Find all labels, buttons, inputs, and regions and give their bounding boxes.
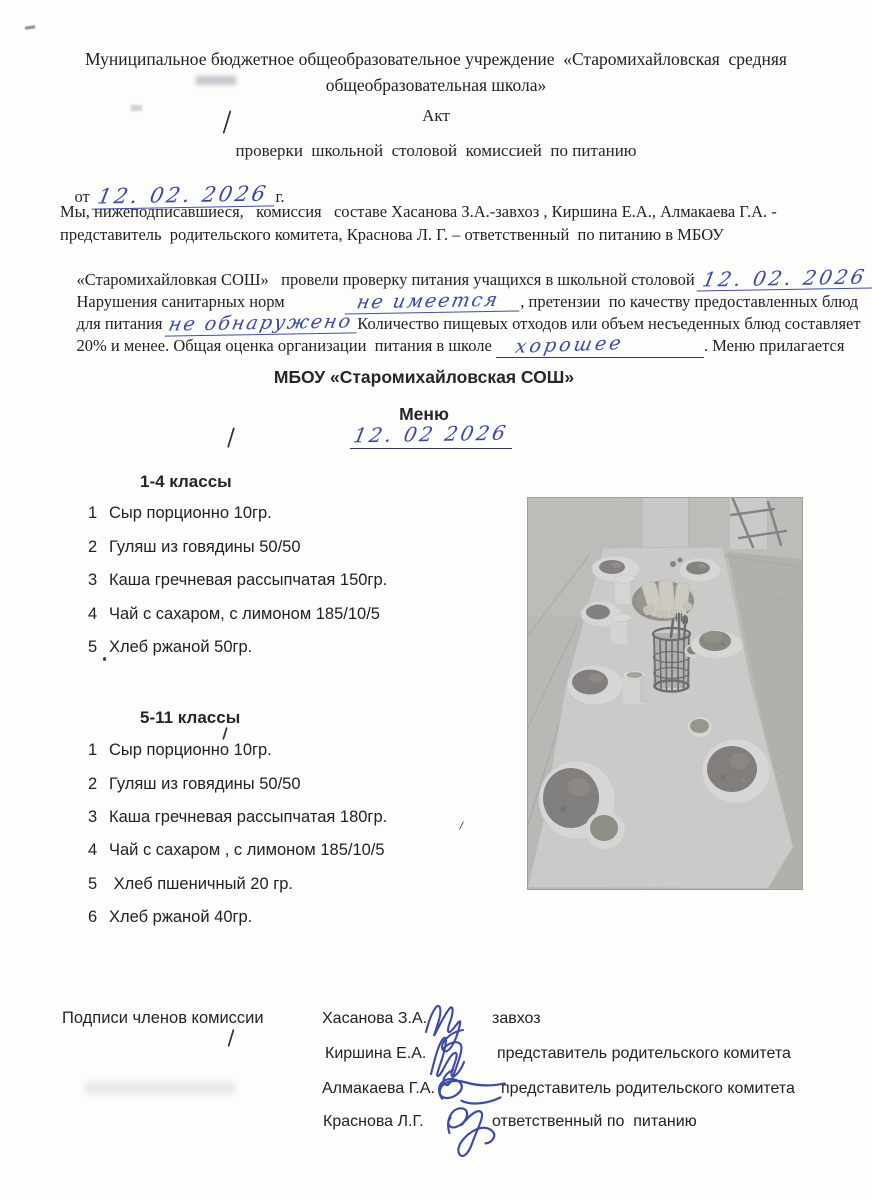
menu-item: 4 Чай с сахаром , с лимоном 185/10/5 — [88, 841, 385, 859]
menu-item: 1 Сыр порционно 10гр. — [88, 741, 272, 759]
scan-streak — [85, 1082, 235, 1094]
signature-role: ответственный по питанию — [492, 1113, 697, 1130]
signature-role: завхоз — [492, 1010, 541, 1027]
menu-item: 5 Хлеб ржаной 50гр. — [88, 638, 253, 656]
pen-dot — [103, 657, 106, 661]
signatures-label: Подписи членов комиссии — [62, 1009, 264, 1027]
handwritten-check-date: 12. 02. 2026 — [696, 266, 872, 291]
handwritten-menu-date: 12. 02 2026 — [351, 420, 511, 448]
act-paragraph-line: Мы, нижеподписавшиеся, комиссия составе Хасанова З.А.-завхоз , Киршина Е.А., Алмакаева Г.А. - — [60, 202, 777, 221]
handwritten-no-complaints: не обнаружено — [164, 312, 359, 336]
date-prefix: от — [74, 187, 90, 206]
menu-item: 3 Каша гречневая рассыпчатая 150гр. — [88, 571, 388, 589]
handwritten-tick — [227, 1029, 234, 1047]
menu-group2-title: 5-11 классы — [140, 708, 241, 727]
rating-blank — [496, 332, 704, 358]
menu-title: Меню — [399, 404, 449, 424]
act-paragraph-line: представитель родительского комитета, Краснова Л. Г. – ответственный по питанию в МБОУ — [60, 225, 724, 244]
date-suffix: г. — [275, 187, 285, 206]
menu-date-blank — [350, 420, 512, 449]
menu-item: 6 Хлеб ржаной 40гр. — [88, 908, 253, 926]
cafeteria-photo — [527, 497, 803, 890]
act-paragraph-line: «Старомихайловкая СОШ» провели проверку питания учащихся в школьной столовой 12. 02. 2026 — [60, 246, 872, 313]
signature-name: Хасанова З.А. — [322, 1010, 428, 1027]
doc-subtitle: проверки школьной столовой комиссией по питанию — [235, 141, 637, 160]
signature-name: Алмакаева Г.А. — [322, 1080, 435, 1097]
menu-item: 4 Чай с сахаром, с лимоном 185/10/5 — [88, 605, 380, 623]
org-header-line2: общеобразовательная школа» — [325, 75, 547, 95]
menu-school-title: МБОУ «Старомихайловская СОШ» — [273, 367, 575, 387]
menu-item: 5 Хлеб пшеничный 20 гр. — [88, 875, 294, 893]
menu-item: 2 Гуляш из говядины 50/50 — [88, 538, 301, 556]
signature-name: Киршина Е.А. — [325, 1045, 427, 1062]
act-paragraph-line: 20% и менее. Общая оценка организации питания в школе хорошее . Меню прилагается — [76, 332, 845, 358]
act-paragraph-line: для питания не обнаружено Количество пищевых отходов или объем несъеденных блюд составляет — [76, 310, 861, 336]
handwritten-no-violations: не имеется — [344, 290, 522, 314]
signature-scribble — [428, 1098, 508, 1164]
signature-role: представитель родительского комитета — [501, 1080, 795, 1097]
signature-name: Краснова Л.Г. — [323, 1113, 424, 1130]
doc-title: Акт — [422, 106, 450, 125]
handwritten-tick — [222, 727, 228, 740]
menu-group1-title: 1-4 классы — [140, 472, 232, 491]
act-paragraph-line: Нарушения санитарных норм не имеется , претензии по качеству предоставленных блюд — [76, 288, 859, 314]
pen-mark — [459, 821, 464, 829]
handwritten-tick — [227, 427, 235, 448]
signature-role: представитель родительского комитета — [497, 1045, 791, 1062]
menu-item: 2 Гуляш из говядины 50/50 — [88, 775, 301, 793]
scan-speck — [25, 25, 35, 29]
handwritten-date: 12. 02. 2026 — [91, 183, 278, 209]
org-header-line1: Муниципальное бюджетное общеобразовательное учреждение «Старомихайловская средняя — [85, 49, 787, 69]
menu-item: 1 Сыр порционно 10гр. — [88, 504, 272, 522]
handwritten-rating: хорошее — [514, 332, 626, 358]
menu-item: 3 Каша гречневая рассыпчатая 180гр. — [88, 808, 388, 826]
